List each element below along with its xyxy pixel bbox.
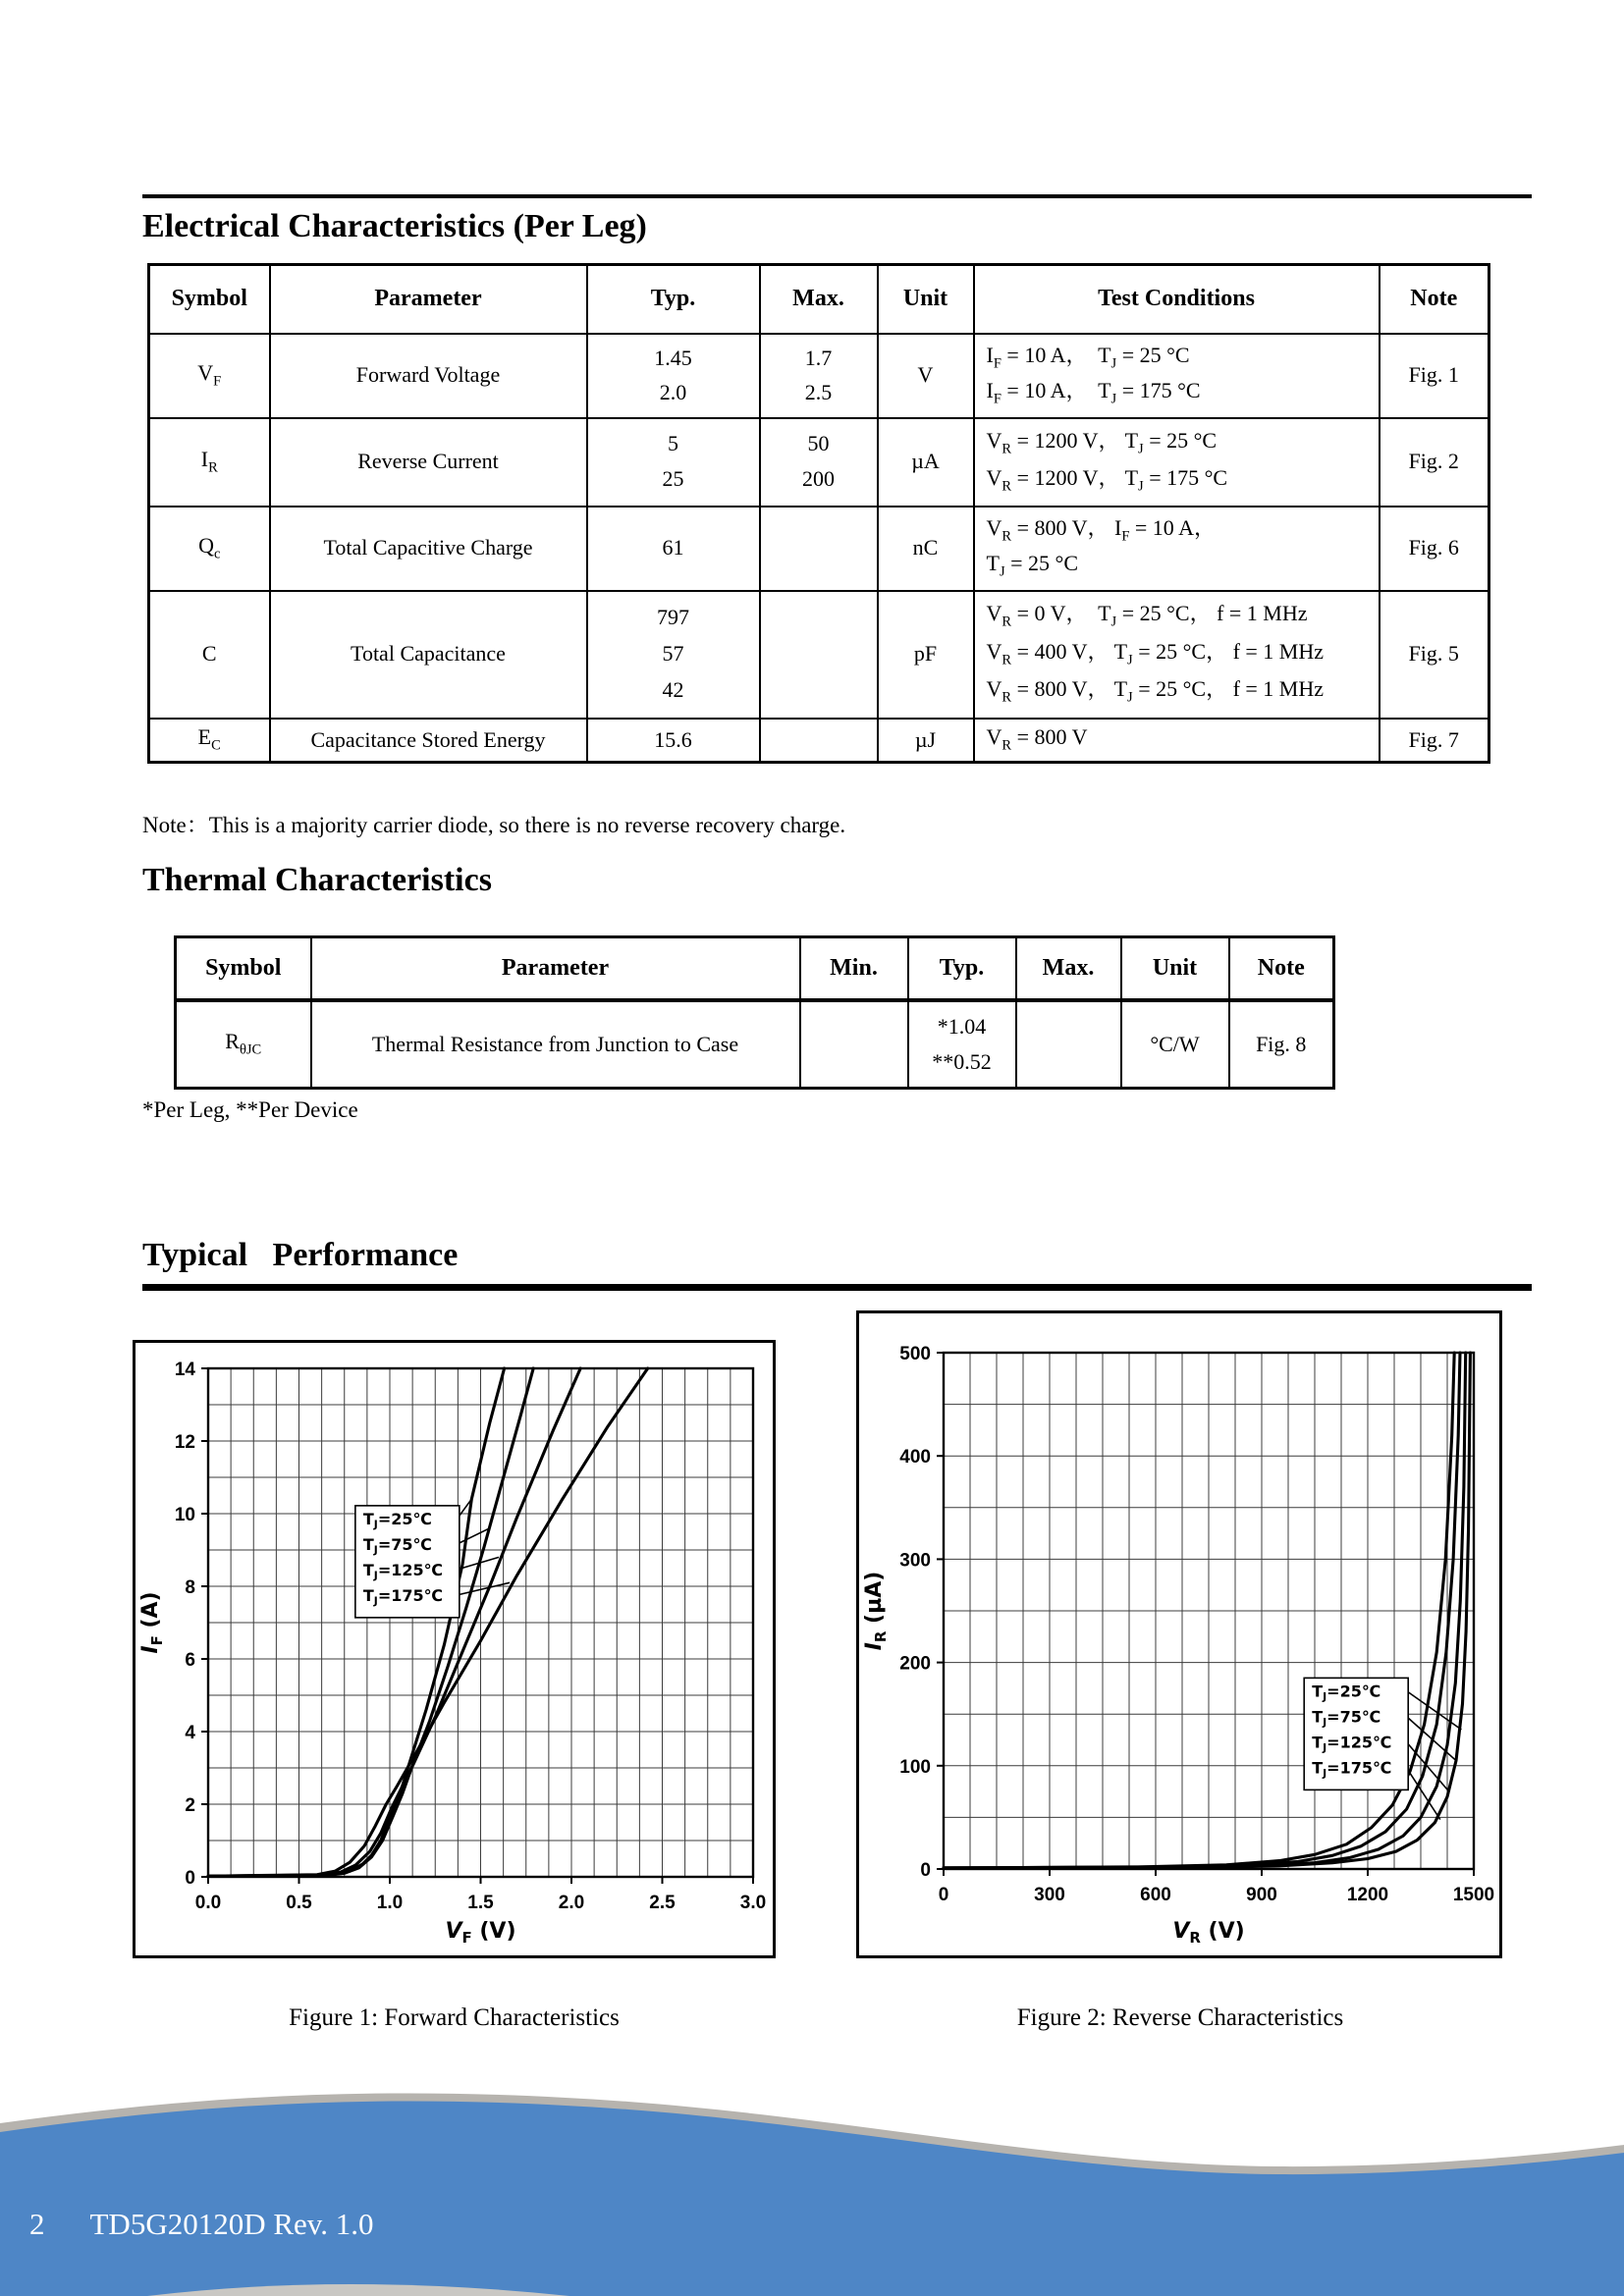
table-cell: 5 25 bbox=[587, 418, 760, 507]
y-axis-label: $I_F$ (A) bbox=[138, 1591, 166, 1654]
page-number: 2 bbox=[29, 2207, 45, 2241]
legend-label: $T_J=125℃$ bbox=[362, 1560, 444, 1582]
x-tick-label: 300 bbox=[1034, 1885, 1065, 1905]
table-cell: Thermal Resistance from Junction to Case bbox=[311, 1000, 800, 1089]
column-header: Parameter bbox=[270, 265, 587, 334]
table-cell: $I_F = 10$ A， $T_J = 25$ °C $I_F = 10$ A， $T_J = 175$ °C bbox=[974, 334, 1380, 418]
table-cell: Fig. 6 bbox=[1380, 507, 1489, 591]
y-tick-label: 200 bbox=[899, 1653, 931, 1675]
y-tick-label: 400 bbox=[899, 1447, 931, 1468]
y-tick-label: 2 bbox=[185, 1795, 195, 1816]
column-header: Unit bbox=[878, 265, 974, 334]
column-header: Typ. bbox=[587, 265, 760, 334]
table-cell: 1.45 2.0 bbox=[587, 334, 760, 418]
figure-1-panel bbox=[133, 1340, 776, 1958]
table-cell: $V_R = 1200$ V， $T_J = 25$ °C $V_R = 1200$ V， $T_J = 175$ °C bbox=[974, 418, 1380, 507]
y-tick-label: 100 bbox=[899, 1756, 931, 1778]
footer-wave-blue bbox=[0, 2101, 1624, 2296]
table-cell: Fig. 8 bbox=[1229, 1000, 1334, 1089]
figure-2-chart bbox=[859, 1313, 1499, 1955]
legend-label: $T_J=75℃$ bbox=[1312, 1707, 1381, 1729]
x-axis-label: $V_R$ (V) bbox=[1172, 1919, 1245, 1947]
table-cell: pF bbox=[878, 591, 974, 719]
table-cell: Forward Voltage bbox=[270, 334, 587, 418]
column-header: Test Conditions bbox=[974, 265, 1380, 334]
thermal-characteristics-table bbox=[174, 935, 1332, 1090]
table-cell bbox=[760, 719, 878, 763]
y-tick-label: 0 bbox=[185, 1868, 195, 1889]
y-tick-label: 10 bbox=[174, 1505, 195, 1525]
x-tick-label: 2.5 bbox=[649, 1893, 676, 1913]
x-axis-label: $V_F$ (V) bbox=[445, 1919, 516, 1947]
x-tick-label: 1500 bbox=[1452, 1885, 1495, 1905]
column-header: Max. bbox=[1016, 937, 1121, 1000]
thermal-footnote: *Per Leg, **Per Device bbox=[142, 1097, 358, 1122]
table-cell: $I_R$ bbox=[149, 418, 270, 507]
x-tick-label: 900 bbox=[1246, 1885, 1277, 1905]
table-cell: $Q_c$ bbox=[149, 507, 270, 591]
y-tick-label: 6 bbox=[185, 1650, 195, 1671]
table-cell: 797 57 42 bbox=[587, 591, 760, 719]
table-cell: nC bbox=[878, 507, 974, 591]
table-cell: 50 200 bbox=[760, 418, 878, 507]
footer-wave bbox=[0, 2086, 1624, 2296]
legend bbox=[1304, 1678, 1461, 1819]
table-cell: Fig. 5 bbox=[1380, 591, 1489, 719]
section-title-performance: Typical Performance bbox=[142, 1237, 459, 1273]
table-cell: °C/W bbox=[1121, 1000, 1229, 1089]
table-cell: Fig. 1 bbox=[1380, 334, 1489, 418]
x-tick-label: 3.0 bbox=[739, 1893, 767, 1913]
column-header: Note bbox=[1229, 937, 1334, 1000]
x-tick-label: 600 bbox=[1140, 1885, 1171, 1905]
table-cell: Total Capacitance bbox=[270, 591, 587, 719]
y-axis-label: $I_R$ (µA) bbox=[862, 1571, 890, 1651]
x-tick-label: 1.5 bbox=[467, 1893, 494, 1913]
section-title-electrical: Electrical Characteristics (Per Leg) bbox=[142, 208, 647, 244]
table-cell: *1.04 **0.52 bbox=[908, 1000, 1016, 1089]
table-cell: $R_{\theta JC}$ bbox=[176, 1000, 311, 1089]
grid-lines bbox=[208, 1368, 753, 1877]
table-cell: 1.7 2.5 bbox=[760, 334, 878, 418]
table-cell: Total Capacitive Charge bbox=[270, 507, 587, 591]
top-rule bbox=[142, 194, 1532, 198]
column-header: Parameter bbox=[311, 937, 800, 1000]
table-cell: C bbox=[149, 591, 270, 719]
performance-underline bbox=[142, 1284, 1532, 1291]
table-cell: $V_R = 800$ V bbox=[974, 719, 1380, 763]
table-cell bbox=[800, 1000, 908, 1089]
table-cell bbox=[1016, 1000, 1121, 1089]
legend-label: $T_J=175℃$ bbox=[1312, 1758, 1392, 1780]
electrical-note: Note：This is a majority carrier diode, so there is no reverse recovery charge. bbox=[142, 813, 846, 837]
x-tick-label: 1200 bbox=[1346, 1885, 1389, 1905]
grid-lines bbox=[944, 1353, 1474, 1869]
table-cell: 15.6 bbox=[587, 719, 760, 763]
figure-2-caption: Figure 2: Reverse Characteristics bbox=[1016, 2004, 1344, 2031]
table-cell: $E_C$ bbox=[149, 719, 270, 763]
column-header: Note bbox=[1380, 265, 1489, 334]
table-cell: µA bbox=[878, 418, 974, 507]
section-title-thermal: Thermal Characteristics bbox=[142, 862, 492, 898]
table-cell: Fig. 2 bbox=[1380, 418, 1489, 507]
figure-1-chart bbox=[135, 1343, 773, 1955]
column-header: Min. bbox=[800, 937, 908, 1000]
figure-2-panel bbox=[856, 1310, 1502, 1958]
table-cell bbox=[760, 507, 878, 591]
x-tick-label: 0.5 bbox=[286, 1893, 312, 1913]
figure-1-caption: Figure 1: Forward Characteristics bbox=[289, 2004, 620, 2031]
x-tick-label: 2.0 bbox=[558, 1893, 585, 1913]
column-header: Max. bbox=[760, 265, 878, 334]
table-cell: $V_F$ bbox=[149, 334, 270, 418]
x-tick-label: 0 bbox=[938, 1885, 949, 1905]
table-cell: Reverse Current bbox=[270, 418, 587, 507]
table-cell: 61 bbox=[587, 507, 760, 591]
axis-ticks bbox=[201, 1368, 753, 1884]
y-tick-label: 8 bbox=[185, 1577, 195, 1598]
y-tick-label: 12 bbox=[174, 1432, 195, 1453]
y-tick-label: 14 bbox=[174, 1360, 195, 1380]
x-tick-label: 0.0 bbox=[194, 1893, 222, 1913]
table-cell: V bbox=[878, 334, 974, 418]
table-cell bbox=[760, 591, 878, 719]
y-tick-label: 0 bbox=[920, 1860, 931, 1881]
y-tick-label: 300 bbox=[899, 1550, 931, 1572]
table-cell: $V_R = 800$ V， $I_F = 10$ A， $T_J = 25$ °C bbox=[974, 507, 1380, 591]
legend-label: $T_J=25℃$ bbox=[1312, 1682, 1381, 1703]
table-cell: Capacitance Stored Energy bbox=[270, 719, 587, 763]
legend-label: $T_J=175℃$ bbox=[362, 1585, 444, 1608]
legend-label: $T_J=75℃$ bbox=[362, 1534, 432, 1557]
column-header: Symbol bbox=[176, 937, 311, 1000]
legend bbox=[355, 1499, 510, 1618]
column-header: Symbol bbox=[149, 265, 270, 334]
x-tick-label: 1.0 bbox=[376, 1893, 404, 1913]
y-tick-label: 4 bbox=[185, 1723, 195, 1743]
electrical-characteristics-table bbox=[147, 263, 1488, 764]
axis-ticks bbox=[937, 1353, 1474, 1876]
footer-text bbox=[29, 2207, 374, 2242]
column-header: Unit bbox=[1121, 937, 1229, 1000]
column-header: Typ. bbox=[908, 937, 1016, 1000]
table-cell: $V_R = 0$ V， $T_J = 25$ °C， f = 1 MHz $V_R = 400$ V， $T_J = 25$ °C， f = 1 MHz $V_R = 800$ V， $T_J = 25$ °C， f = 1 MHz bbox=[974, 591, 1380, 719]
table-cell: Fig. 7 bbox=[1380, 719, 1489, 763]
doc-revision: TD5G20120D Rev. 1.0 bbox=[89, 2207, 374, 2241]
y-tick-label: 500 bbox=[899, 1344, 931, 1364]
legend-label: $T_J=25℃$ bbox=[362, 1509, 432, 1531]
table-cell: µJ bbox=[878, 719, 974, 763]
legend-label: $T_J=125℃$ bbox=[1312, 1733, 1392, 1754]
